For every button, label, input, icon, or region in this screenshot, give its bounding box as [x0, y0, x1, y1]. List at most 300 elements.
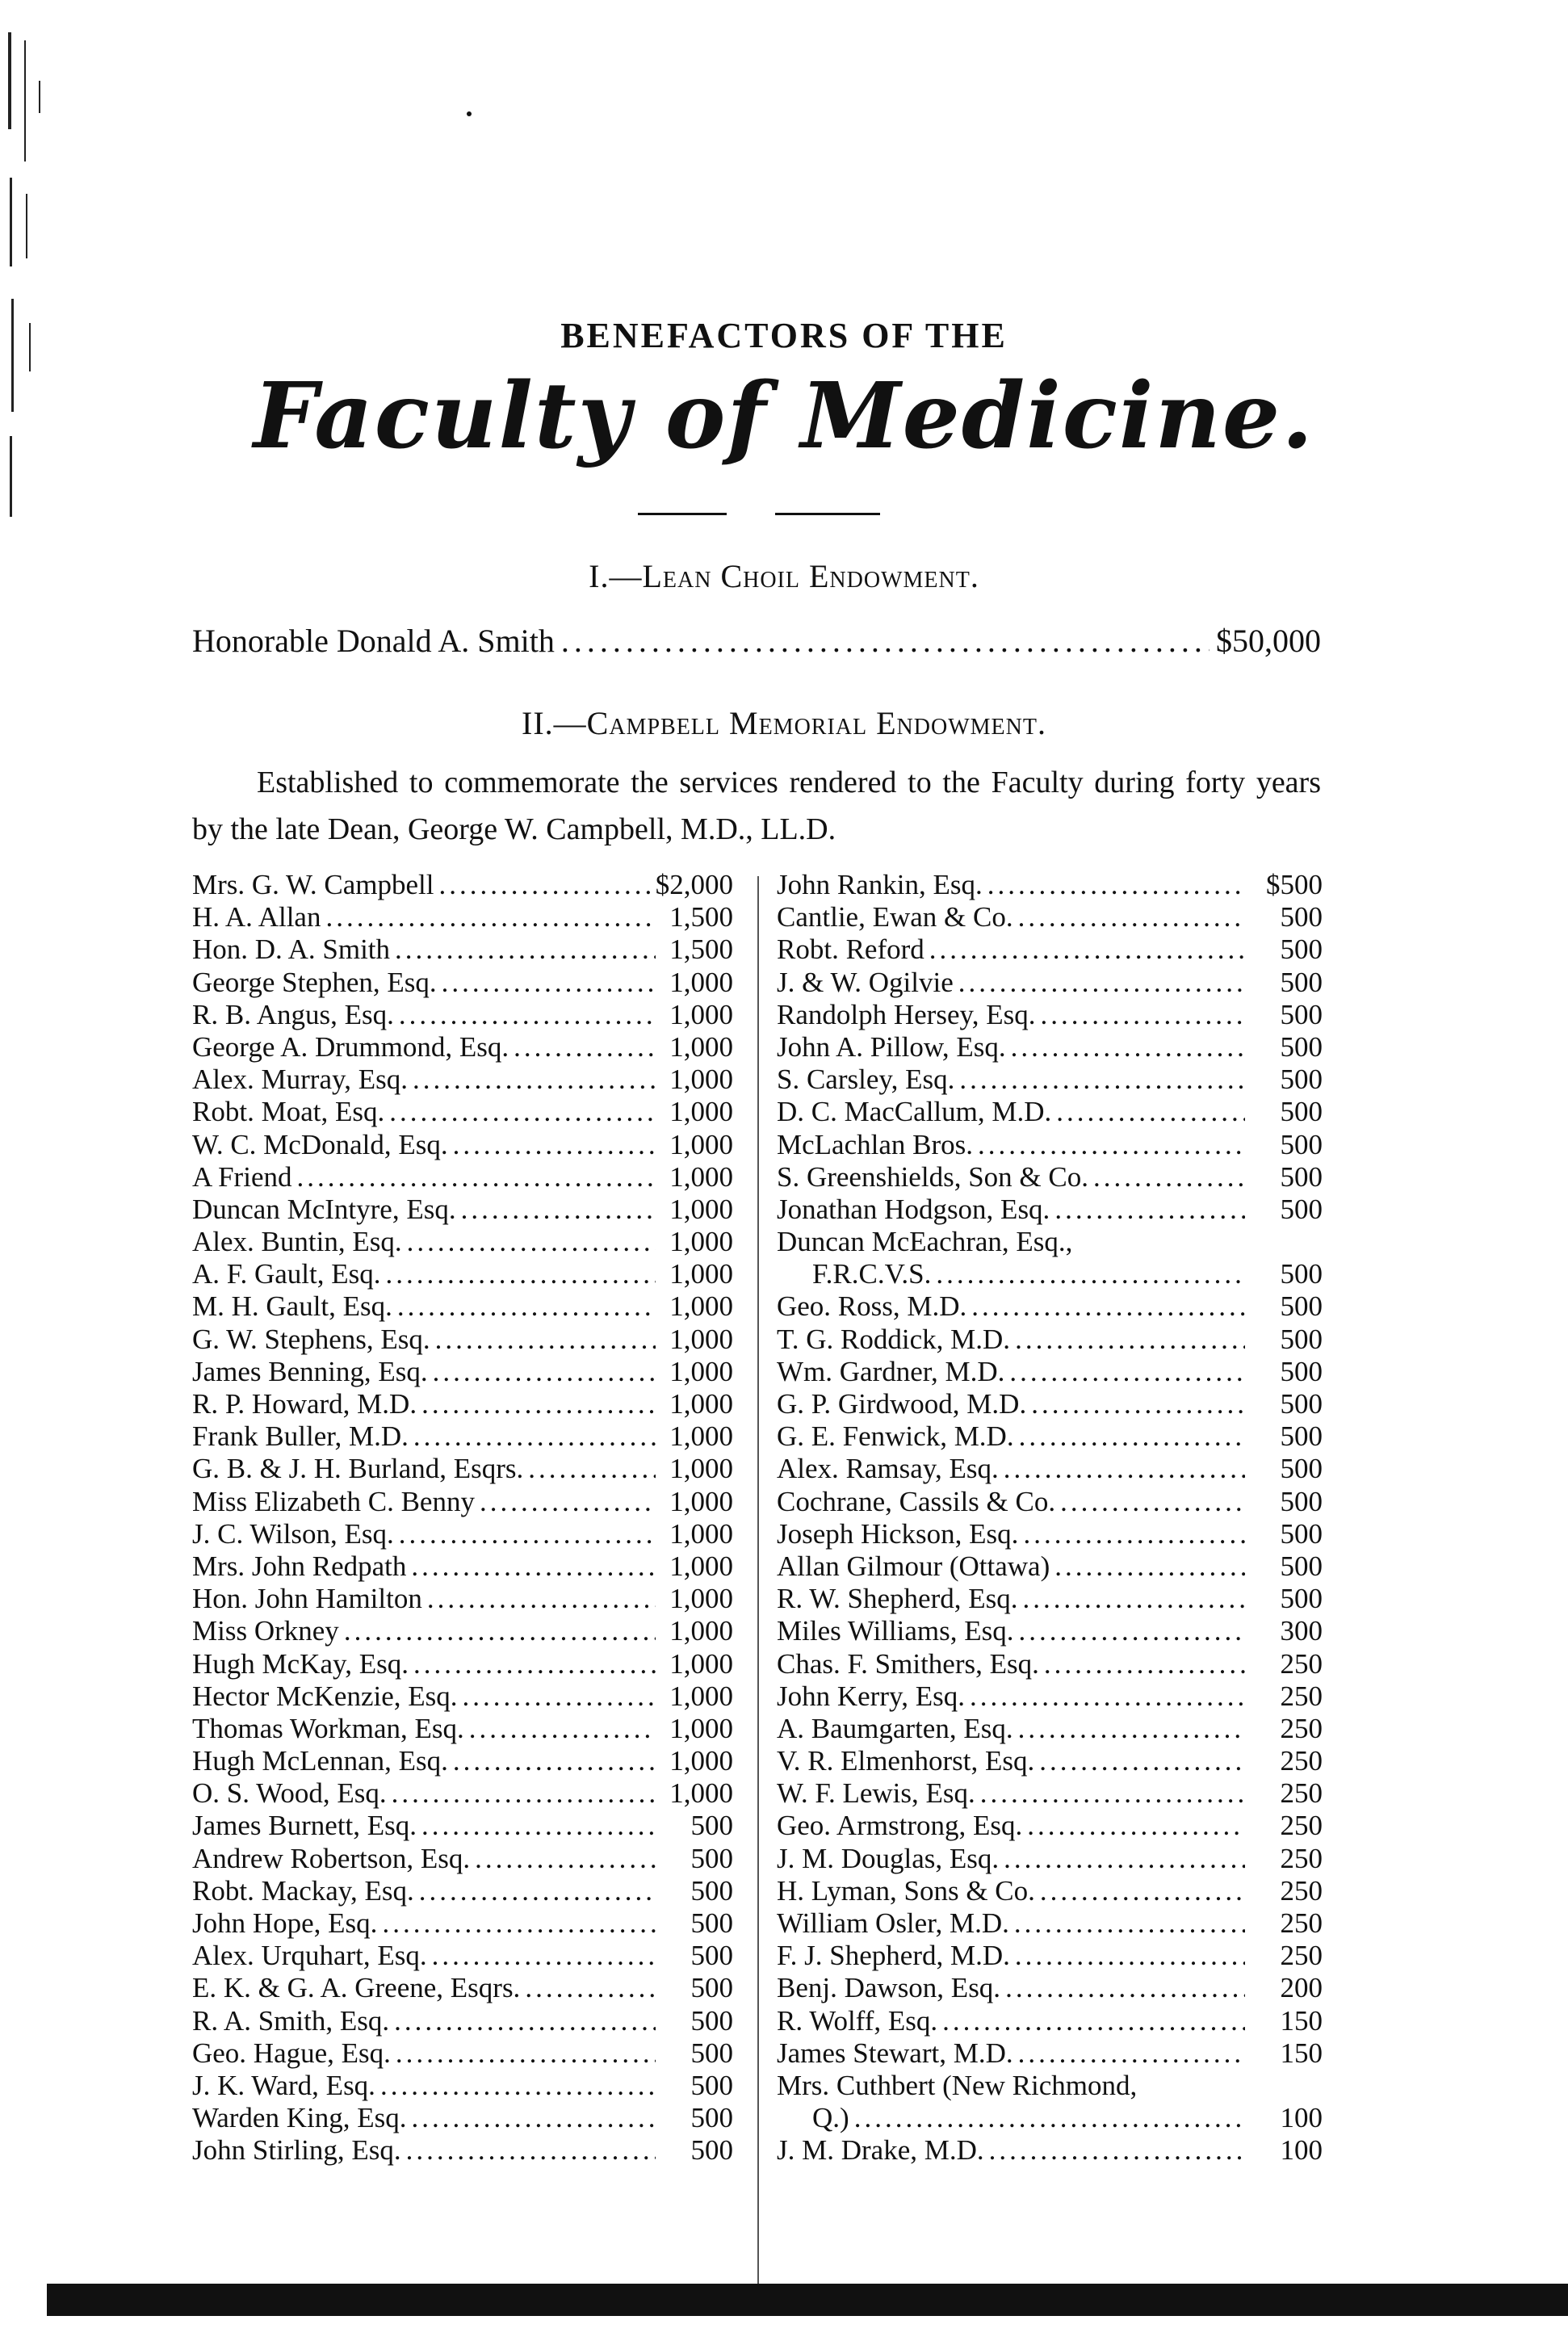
leader-dots — [1040, 1875, 1245, 1907]
section1-heading: I.—Lean Choil Endowment. — [589, 558, 979, 594]
donor-name: Hon. John Hamilton — [192, 1583, 422, 1615]
leader-dots — [396, 2037, 656, 2070]
leader-dots — [392, 1777, 656, 1810]
title-rule-right — [775, 513, 880, 515]
donor-row — [192, 1031, 733, 1064]
donor-name: R. P. Howard, M.D. — [192, 1388, 417, 1420]
donor-name: S. Carsley, Esq. — [777, 1064, 955, 1096]
donor-row — [777, 2005, 1323, 2037]
donor-amount: 300 — [1280, 1615, 1323, 1647]
donor-row — [192, 1777, 733, 1810]
donor-name: G. P. Girdwood, M.D. — [777, 1388, 1027, 1420]
donor-row — [777, 999, 1323, 1031]
leader-dots — [561, 622, 1210, 660]
donor-row — [777, 1777, 1323, 1810]
donor-row — [777, 1875, 1323, 1907]
donor-name: F. J. Shepherd, M.D. — [777, 1940, 1010, 1972]
leader-dots — [1004, 1843, 1245, 1875]
donor-name: Hon. D. A. Smith — [192, 933, 391, 966]
donor-row — [192, 1290, 733, 1323]
leader-dots — [1005, 1972, 1245, 2004]
column-divider — [757, 876, 759, 2289]
donor-name: Jonathan Hodgson, Esq. — [777, 1193, 1050, 1225]
leader-dots — [1040, 999, 1245, 1031]
donor-amount: 100 — [1280, 2102, 1323, 2134]
donor-amount: 500 — [690, 1842, 733, 1874]
donor-name: J. & W. Ogilvie — [777, 966, 954, 998]
donor-row — [192, 1680, 733, 1713]
donor-name: Robt. Reford — [777, 933, 924, 966]
leader-dots — [1031, 1388, 1245, 1420]
donor-row — [192, 1745, 733, 1777]
donor-name: Duncan McEachran, Esq., — [777, 1226, 1073, 1258]
donor-name: Hector McKenzie, Esq. — [192, 1680, 458, 1712]
leader-dots — [987, 869, 1245, 901]
donor-name: D. C. MacCallum, M.D. — [777, 1096, 1052, 1128]
leader-dots — [407, 1226, 656, 1258]
donor-row — [777, 967, 1323, 999]
leader-dots — [442, 967, 656, 999]
donor-amount: 150 — [1280, 2004, 1323, 2037]
donor-amount: 500 — [690, 1972, 733, 2004]
donor-name: R. A. Smith, Esq. — [192, 2004, 390, 2037]
donor-amount: 500 — [1280, 966, 1323, 998]
donor-amount: 500 — [690, 2004, 733, 2037]
leader-dots — [427, 1583, 656, 1615]
donor-row — [192, 901, 733, 933]
leader-dots — [1093, 1161, 1245, 1194]
donor-name: John Hope, Esq. — [192, 1907, 378, 1939]
donor-name: Randolph Hersey, Esq. — [777, 998, 1036, 1030]
donor-name: F.R.C.V.S. — [812, 1258, 932, 1290]
donor-name: Wm. Gardner, M.D. — [777, 1355, 1005, 1387]
leader-dots — [989, 2134, 1245, 2167]
donor-row — [192, 999, 733, 1031]
leader-dots — [1044, 1648, 1245, 1680]
donor-amount: 150 — [1280, 2037, 1323, 2069]
donor-amount: 1,000 — [669, 1258, 733, 1290]
leader-dots — [419, 1875, 656, 1907]
donor-amount: 500 — [1280, 1323, 1323, 1355]
leader-dots — [936, 1258, 1245, 1290]
donor-amount: 250 — [1280, 1810, 1323, 1842]
leader-dots — [394, 2005, 656, 2037]
donor-name: James Burnett, Esq. — [192, 1810, 417, 1842]
donor-name: Hugh McKay, Esq. — [192, 1647, 409, 1680]
donor-row — [192, 1161, 733, 1194]
leader-dots — [399, 1518, 656, 1550]
donor-name: S. Greenshields, Son & Co. — [777, 1160, 1088, 1193]
donor-row — [192, 1486, 733, 1518]
donor-amount: 500 — [1280, 901, 1323, 933]
page-title-gothic: Faculty of Medicine. — [253, 363, 1315, 469]
leader-dots — [480, 1486, 656, 1518]
donor-row — [777, 1388, 1323, 1420]
donor-amount: 500 — [1280, 1128, 1323, 1160]
donor-amount: 1,000 — [669, 1030, 733, 1063]
donor-row — [192, 1420, 733, 1453]
donor-row — [777, 1290, 1323, 1323]
donor-name: R. W. Shepherd, Esq. — [777, 1583, 1018, 1615]
donor-name: Frank Buller, M.D. — [192, 1420, 409, 1453]
donor-name: V. R. Elmenhorst, Esq. — [777, 1745, 1035, 1777]
section1-entry — [192, 622, 1321, 660]
donor-amount: 500 — [690, 2102, 733, 2134]
donor-name: J. K. Ward, Esq. — [192, 2069, 375, 2101]
donor-name: McLachlan Bros. — [777, 1128, 973, 1160]
section2-description: Established to commemorate the services rendered to the Faculty during forty years by the late Dean, George W. Campbell, M.D., LL.D. — [192, 766, 1321, 846]
donor-amount: 500 — [1280, 1064, 1323, 1096]
donor-amount: 500 — [1280, 1583, 1323, 1615]
leader-dots — [959, 1064, 1245, 1096]
donor-row — [192, 1194, 733, 1226]
donor-amount: 250 — [1280, 1907, 1323, 1939]
leader-dots — [461, 1194, 656, 1226]
donor-name: Hugh McLennan, Esq. — [192, 1745, 448, 1777]
donor-row — [192, 967, 733, 999]
leader-dots — [380, 2070, 656, 2102]
donor-amount: 250 — [1280, 1940, 1323, 1972]
donor-amount: 500 — [690, 1940, 733, 1972]
leader-dots — [1004, 1453, 1245, 1485]
donor-amount: 1,000 — [669, 1647, 733, 1680]
donor-row — [192, 1258, 733, 1290]
leader-dots — [1019, 1420, 1245, 1453]
donor-name: George A. Drummond, Esq. — [192, 1030, 509, 1063]
leader-dots — [1015, 1940, 1245, 1972]
donor-row — [777, 2102, 1323, 2134]
donor-amount: 1,000 — [669, 966, 733, 998]
leader-dots — [421, 1388, 656, 1420]
donor-name: Robt. Moat, Esq. — [192, 1096, 385, 1128]
donor-row — [777, 1486, 1323, 1518]
leader-dots — [438, 869, 650, 901]
donor-row — [777, 1129, 1323, 1161]
donor-row — [192, 2070, 733, 2102]
leader-dots — [385, 1258, 656, 1290]
leader-dots — [929, 933, 1245, 966]
leader-dots — [413, 1420, 656, 1453]
page-title-caps: BENEFACTORS OF THE — [560, 316, 1008, 355]
donor-name: Benj. Dawson, Esq. — [777, 1972, 1001, 2004]
donor-name: H. Lyman, Sons & Co. — [777, 1874, 1035, 1907]
donor-row — [192, 1940, 733, 1972]
donor-amount: 1,000 — [669, 1128, 733, 1160]
leader-dots — [978, 1129, 1245, 1161]
donor-name: Alex. Urquhart, Esq. — [192, 1940, 427, 1972]
donor-row — [777, 1810, 1323, 1842]
donor-name: G. W. Stephens, Esq. — [192, 1323, 430, 1355]
donor-row — [777, 933, 1323, 966]
donor-row — [192, 1648, 733, 1680]
leader-dots — [389, 1096, 656, 1128]
donor-name: J. C. Wilson, Esq. — [192, 1517, 394, 1550]
donor-amount: 250 — [1280, 1745, 1323, 1777]
donor-amount: 1,000 — [669, 1323, 733, 1355]
leader-dots — [1022, 1583, 1245, 1615]
donor-name: John Kerry, Esq. — [777, 1680, 965, 1712]
donor-name: Mrs. Cuthbert (New Richmond, — [777, 2069, 1138, 2101]
leader-dots — [469, 1713, 656, 1745]
donor-row — [777, 1161, 1323, 1194]
donor-row — [777, 1583, 1323, 1615]
donor-name: J. M. Drake, M.D. — [777, 2134, 984, 2167]
donor-name: Miles Williams, Esq. — [777, 1615, 1014, 1647]
donor-name: Joseph Hickson, Esq. — [777, 1517, 1019, 1550]
donor-name: James Benning, Esq. — [192, 1355, 428, 1387]
donor-name: James Stewart, M.D. — [777, 2037, 1013, 2069]
donor-name: Geo. Ross, M.D. — [777, 1290, 967, 1323]
donor-name: Alex. Buntin, Esq. — [192, 1226, 402, 1258]
donor-row — [192, 2037, 733, 2070]
donor-row — [777, 1972, 1323, 2004]
leader-dots — [1060, 1486, 1245, 1518]
donor-amount: 1,000 — [669, 1226, 733, 1258]
donor-amount: 1,500 — [669, 933, 733, 966]
donor-name: H. A. Allan — [192, 901, 321, 933]
donor-row — [777, 1550, 1323, 1583]
donor-amount: 500 — [1280, 1420, 1323, 1453]
donor-name: John A. Pillow, Esq. — [777, 1030, 1006, 1063]
leader-dots — [1019, 1615, 1245, 1647]
donor-row — [777, 1713, 1323, 1745]
donor-name: J. M. Douglas, Esq. — [777, 1842, 1000, 1874]
donor-amount: 500 — [1280, 1193, 1323, 1225]
donor-row — [192, 1226, 733, 1258]
leader-dots — [413, 1648, 656, 1680]
donor-row — [777, 2134, 1323, 2167]
leader-dots — [453, 1745, 656, 1777]
leader-dots — [1015, 1324, 1245, 1356]
donor-amount: 250 — [1280, 1777, 1323, 1810]
donor-name: R. Wolff, Esq. — [777, 2004, 938, 2037]
donor-name: G. E. Fenwick, M.D. — [777, 1420, 1014, 1453]
donor-amount: 1,000 — [669, 1745, 733, 1777]
donor-row — [777, 1096, 1323, 1128]
donor-amount: 500 — [690, 2134, 733, 2167]
donor-row — [192, 1453, 733, 1485]
donor-name: Alex. Ramsay, Esq. — [777, 1453, 999, 1485]
donor-name: O. S. Wood, Esq. — [192, 1777, 387, 1810]
donor-amount: 1,000 — [669, 1485, 733, 1517]
donor-row — [777, 1615, 1323, 1647]
donor-name: Geo. Hague, Esq. — [192, 2037, 391, 2069]
donor-amount: 1,000 — [669, 1615, 733, 1647]
donor-name: William Osler, M.D. — [777, 1907, 1009, 1939]
leader-dots — [525, 1972, 656, 2004]
leader-dots — [1011, 1031, 1245, 1064]
donor-row — [192, 2005, 733, 2037]
donor-row — [777, 901, 1323, 933]
donor-row — [777, 1648, 1323, 1680]
leader-dots — [971, 1290, 1245, 1323]
donor-amount: 500 — [1280, 1030, 1323, 1063]
donor-name: Miss Orkney — [192, 1615, 339, 1647]
leader-dots — [1039, 1745, 1245, 1777]
donor-name: Duncan McIntyre, Esq. — [192, 1193, 456, 1225]
leader-dots — [382, 1907, 656, 1940]
donor-row — [192, 1064, 733, 1096]
leader-dots — [958, 967, 1245, 999]
donor-amount: 1,000 — [669, 1160, 733, 1193]
donor-row — [777, 1940, 1323, 1972]
leader-dots — [421, 1810, 656, 1842]
donor-name: John Rankin, Esq. — [777, 869, 983, 900]
donor-row — [777, 1226, 1323, 1258]
donor-row — [192, 1388, 733, 1420]
donor-row — [777, 1745, 1323, 1777]
donor-amount: 500 — [1280, 1388, 1323, 1420]
donor-name: Mrs. John Redpath — [192, 1550, 407, 1582]
leader-dots — [1027, 1810, 1245, 1842]
donor-name: Geo. Armstrong, Esq. — [777, 1810, 1023, 1842]
donor-row — [777, 1064, 1323, 1096]
donor-amount: 500 — [1280, 1096, 1323, 1128]
donor-name: A Friend — [192, 1160, 292, 1193]
donor-name: Q.) — [812, 2102, 849, 2134]
leader-dots — [433, 1356, 656, 1388]
donor-row — [192, 933, 733, 966]
donor-name: Cochrane, Cassils & Co. — [777, 1485, 1056, 1517]
donor-row — [192, 2134, 733, 2167]
donor-amount: 500 — [690, 1907, 733, 1939]
donor-amount: 500 — [1280, 1355, 1323, 1387]
donor-amount: 1,000 — [669, 1290, 733, 1323]
donor-row — [777, 1356, 1323, 1388]
donor-amount: 200 — [1280, 1972, 1323, 2004]
donor-name: T. G. Roddick, M.D. — [777, 1323, 1011, 1355]
donor-amount: 500 — [690, 2069, 733, 2101]
donor-amount: 1,000 — [669, 1388, 733, 1420]
donor-name: Warden King, Esq. — [192, 2102, 407, 2134]
donor-amount: 250 — [1280, 1842, 1323, 1874]
donor-name: John Stirling, Esq. — [192, 2134, 401, 2167]
donor-row — [192, 1324, 733, 1356]
donor-amount: $500 — [1266, 869, 1323, 900]
donor-amount: 500 — [690, 1874, 733, 1907]
leader-dots — [1018, 901, 1245, 933]
leader-dots — [1018, 2037, 1245, 2070]
donor-row — [777, 1843, 1323, 1875]
donor-row — [777, 1907, 1323, 1940]
leader-dots — [528, 1453, 656, 1485]
leader-dots — [432, 1940, 656, 1972]
leader-dots — [980, 1777, 1245, 1810]
leader-dots — [514, 1031, 656, 1064]
donor-name: A. Baumgarten, Esq. — [777, 1712, 1013, 1744]
donor-name: R. B. Angus, Esq. — [192, 998, 394, 1030]
donor-name: Robt. Mackay, Esq. — [192, 1874, 414, 1907]
leader-dots — [1054, 1194, 1245, 1226]
donor-amount: 1,000 — [669, 998, 733, 1030]
donor-row — [192, 1356, 733, 1388]
donor-row — [192, 1972, 733, 2004]
donor-name: Miss Elizabeth C. Benny — [192, 1485, 475, 1517]
leader-dots — [435, 1324, 656, 1356]
donor-amount: 500 — [1280, 1258, 1323, 1290]
leader-dots — [399, 999, 656, 1031]
donor-row — [192, 1713, 733, 1745]
donor-amount: 500 — [1280, 1290, 1323, 1323]
donor-amount: 1,000 — [669, 1550, 733, 1582]
title-rule-left — [638, 513, 727, 515]
leader-dots — [406, 2134, 656, 2167]
donor-name: George Stephen, Esq. — [192, 966, 437, 998]
donor-row — [777, 2037, 1323, 2070]
section2-heading: II.—Campbell Memorial Endowment. — [522, 705, 1046, 741]
leader-dots — [970, 1680, 1245, 1713]
donor-amount: $2,000 — [655, 869, 733, 900]
donor-row — [777, 1420, 1323, 1453]
leader-dots — [325, 901, 656, 933]
donor-amount: 500 — [1280, 1550, 1323, 1582]
donor-amount: 1,000 — [669, 1355, 733, 1387]
entry-amount: $50,000 — [1216, 623, 1321, 659]
leader-dots — [413, 1064, 656, 1096]
donor-row — [777, 1680, 1323, 1713]
donor-row — [192, 1129, 733, 1161]
donor-name: Thomas Workman, Esq. — [192, 1712, 464, 1744]
donor-amount: 1,000 — [669, 1096, 733, 1128]
leader-dots — [475, 1843, 656, 1875]
donor-name: Mrs. G. W. Campbell — [192, 869, 434, 900]
donor-name: M. H. Gault, Esq. — [192, 1290, 392, 1323]
leader-dots — [397, 1290, 656, 1323]
donor-amount: 500 — [690, 1810, 733, 1842]
donor-name: Andrew Robertson, Esq. — [192, 1842, 471, 1874]
leader-dots — [296, 1161, 656, 1194]
leader-dots — [854, 2102, 1245, 2134]
right-donor-column — [777, 869, 1323, 2167]
donor-amount: 500 — [1280, 998, 1323, 1030]
donor-row — [192, 1583, 733, 1615]
donor-amount: 500 — [1280, 1485, 1323, 1517]
leader-dots — [411, 1550, 656, 1583]
donor-row — [192, 1096, 733, 1128]
donor-name: A. F. Gault, Esq. — [192, 1258, 381, 1290]
donor-amount: 1,000 — [669, 1680, 733, 1712]
donor-name: W. C. McDonald, Esq. — [192, 1128, 448, 1160]
donor-amount: 1,000 — [669, 1420, 733, 1453]
leader-dots — [1056, 1096, 1245, 1128]
donor-row — [192, 1843, 733, 1875]
donor-amount: 500 — [1280, 933, 1323, 966]
leader-dots — [395, 933, 656, 966]
leader-dots — [1023, 1518, 1245, 1550]
donor-row — [777, 1324, 1323, 1356]
donor-row — [192, 1518, 733, 1550]
donor-row — [192, 2102, 733, 2134]
leader-dots — [344, 1615, 656, 1647]
leader-dots — [1009, 1356, 1245, 1388]
donor-row — [777, 1518, 1323, 1550]
donor-name: Cantlie, Ewan & Co. — [777, 901, 1013, 933]
donor-amount: 250 — [1280, 1874, 1323, 1907]
donor-amount: 1,000 — [669, 1517, 733, 1550]
donor-row — [192, 1875, 733, 1907]
donor-amount: 1,000 — [669, 1193, 733, 1225]
donor-row — [777, 1031, 1323, 1064]
donor-row — [777, 1258, 1323, 1290]
donor-row — [777, 1453, 1323, 1485]
donor-amount: 500 — [1280, 1160, 1323, 1193]
donor-amount: 1,000 — [669, 1777, 733, 1810]
donor-name: Allan Gilmour (Ottawa) — [777, 1550, 1050, 1582]
donor-row — [192, 869, 733, 901]
donor-row — [777, 869, 1323, 901]
donor-amount: 1,000 — [669, 1583, 733, 1615]
leader-dots — [453, 1129, 656, 1161]
